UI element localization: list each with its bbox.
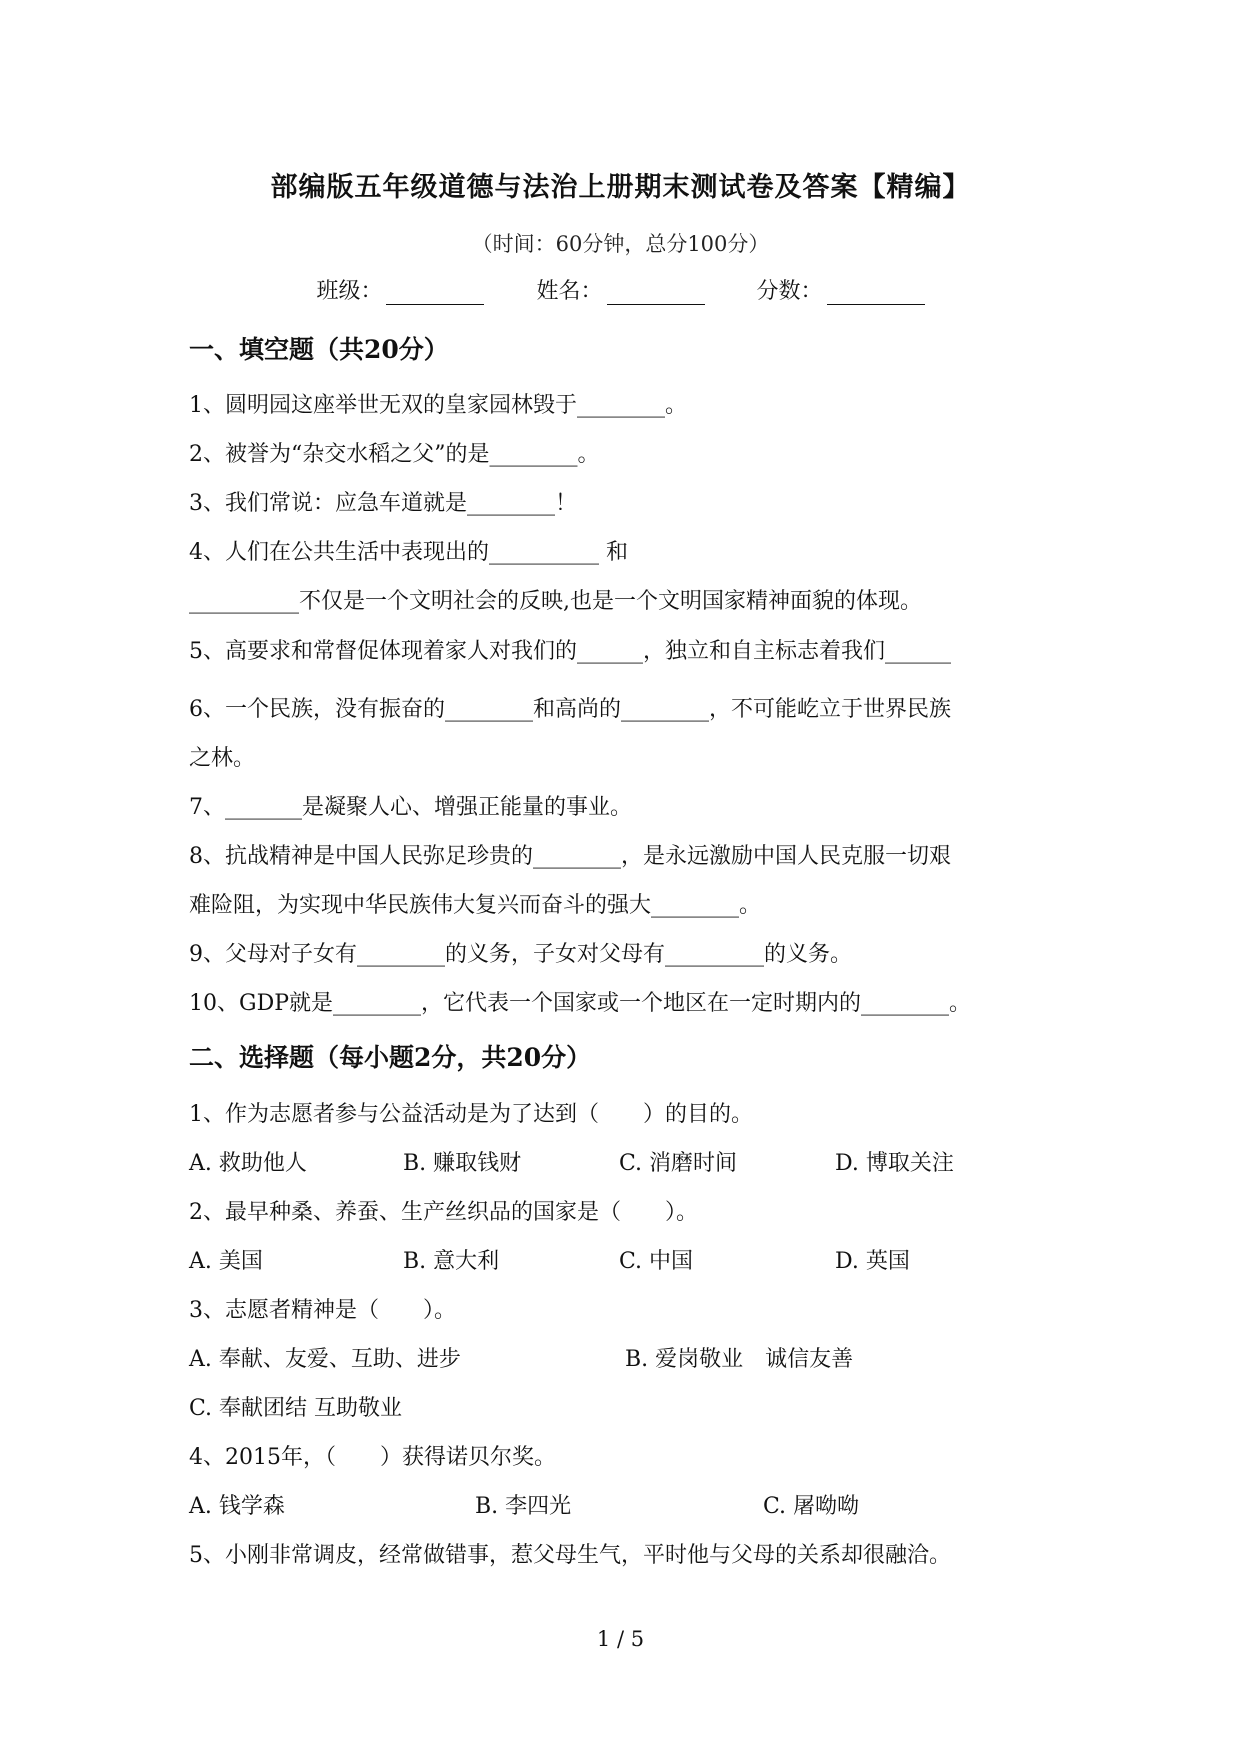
option: D. 英国 bbox=[835, 1249, 910, 1274]
option: A. 救助他人 bbox=[189, 1151, 307, 1176]
question-stem: 4、2015年，（ ）获得诺贝尔奖。 bbox=[189, 1445, 556, 1470]
document-title: 部编版五年级道德与法治上册期末测试卷及答案【精编】 bbox=[270, 172, 971, 203]
option: D. 博取关注 bbox=[835, 1151, 954, 1176]
question-line: 8、抗战精神是中国人民弥足珍贵的________，是永远激励中国人民克服一切艰 bbox=[189, 844, 951, 869]
question-stem: 2、最早种桑、养蚕、生产丝织品的国家是（ ）。 bbox=[189, 1200, 698, 1225]
class-blank bbox=[386, 284, 484, 305]
name-field bbox=[536, 274, 704, 305]
question-line: 7、_______是凝聚人心、增强正能量的事业。 bbox=[189, 795, 632, 820]
option: B. 李四光 bbox=[475, 1494, 572, 1519]
option: C. 消磨时间 bbox=[619, 1151, 738, 1176]
question-line: 9、父母对子女有________的义务，子女对父母有_________的义务。 bbox=[189, 942, 852, 967]
option: A. 美国 bbox=[189, 1249, 263, 1274]
question-line: 1、圆明园这座举世无双的皇家园林毁于________。 bbox=[189, 393, 687, 418]
student-info-row bbox=[0, 274, 1241, 305]
option: A. 钱学森 bbox=[189, 1494, 285, 1519]
question-line: 2、被誉为“杂交水稻之父”的是________。 bbox=[189, 442, 600, 467]
score-blank bbox=[827, 284, 925, 305]
question-line: 3、我们常说：应急车道就是________！ bbox=[189, 491, 577, 516]
option-row bbox=[189, 1489, 1089, 1519]
question-line: 6、一个民族，没有振奋的________和高尚的________，不可能屹立于世界民族 bbox=[189, 697, 951, 722]
option: B. 爱岗敬业 诚信友善 bbox=[625, 1347, 854, 1372]
option-row bbox=[189, 1244, 1089, 1274]
question-line: 难险阻，为实现中华民族伟大复兴而奋斗的强大________。 bbox=[189, 893, 762, 918]
page-number: 1 / 5 bbox=[596, 1627, 645, 1651]
option: B. 赚取钱财 bbox=[403, 1151, 522, 1176]
option: C. 中国 bbox=[619, 1249, 694, 1274]
class-label: 班级： bbox=[316, 279, 383, 304]
question-line: 10、GDP就是________，它代表一个国家或一个地区在一定时期内的________。 bbox=[189, 991, 972, 1016]
question-stem: 5、小刚非常调皮，经常做错事，惹父母生气，平时他与父母的关系却很融洽。 bbox=[189, 1543, 951, 1568]
question-line: __________不仅是一个文明社会的反映,也是一个文明国家精神面貌的体现。 bbox=[189, 589, 922, 614]
time-and-score-note: （时间：60分钟，总分100分） bbox=[471, 232, 770, 256]
section-heading-fill-in: 一、填空题（共20分） bbox=[189, 335, 449, 364]
option: A. 奉献、友爱、互助、进步 bbox=[189, 1347, 461, 1372]
option: C. 奉献团结 互助敬业 bbox=[189, 1396, 403, 1421]
option-row bbox=[189, 1391, 1089, 1421]
section-heading-multiple-choice: 二、选择题（每小题2分，共20分） bbox=[189, 1043, 592, 1072]
score-label: 分数： bbox=[756, 279, 823, 304]
question-line: 4、人们在公共生活中表现出的__________ 和 bbox=[189, 540, 628, 565]
name-blank bbox=[607, 284, 705, 305]
score-field bbox=[757, 274, 925, 305]
question-stem: 3、志愿者精神是（ ）。 bbox=[189, 1298, 456, 1323]
question-line: 5、高要求和常督促体现着家人对我们的______，独立和自主标志着我们______ bbox=[189, 639, 951, 664]
option-row bbox=[189, 1146, 1089, 1176]
question-line: 之林。 bbox=[189, 746, 256, 771]
option: C. 屠呦呦 bbox=[763, 1494, 860, 1519]
question-stem: 1、作为志愿者参与公益活动是为了达到（ ）的目的。 bbox=[189, 1102, 753, 1127]
option-row bbox=[189, 1342, 1089, 1372]
option: B. 意大利 bbox=[403, 1249, 500, 1274]
class-field bbox=[316, 274, 484, 305]
name-label: 姓名： bbox=[536, 279, 603, 304]
